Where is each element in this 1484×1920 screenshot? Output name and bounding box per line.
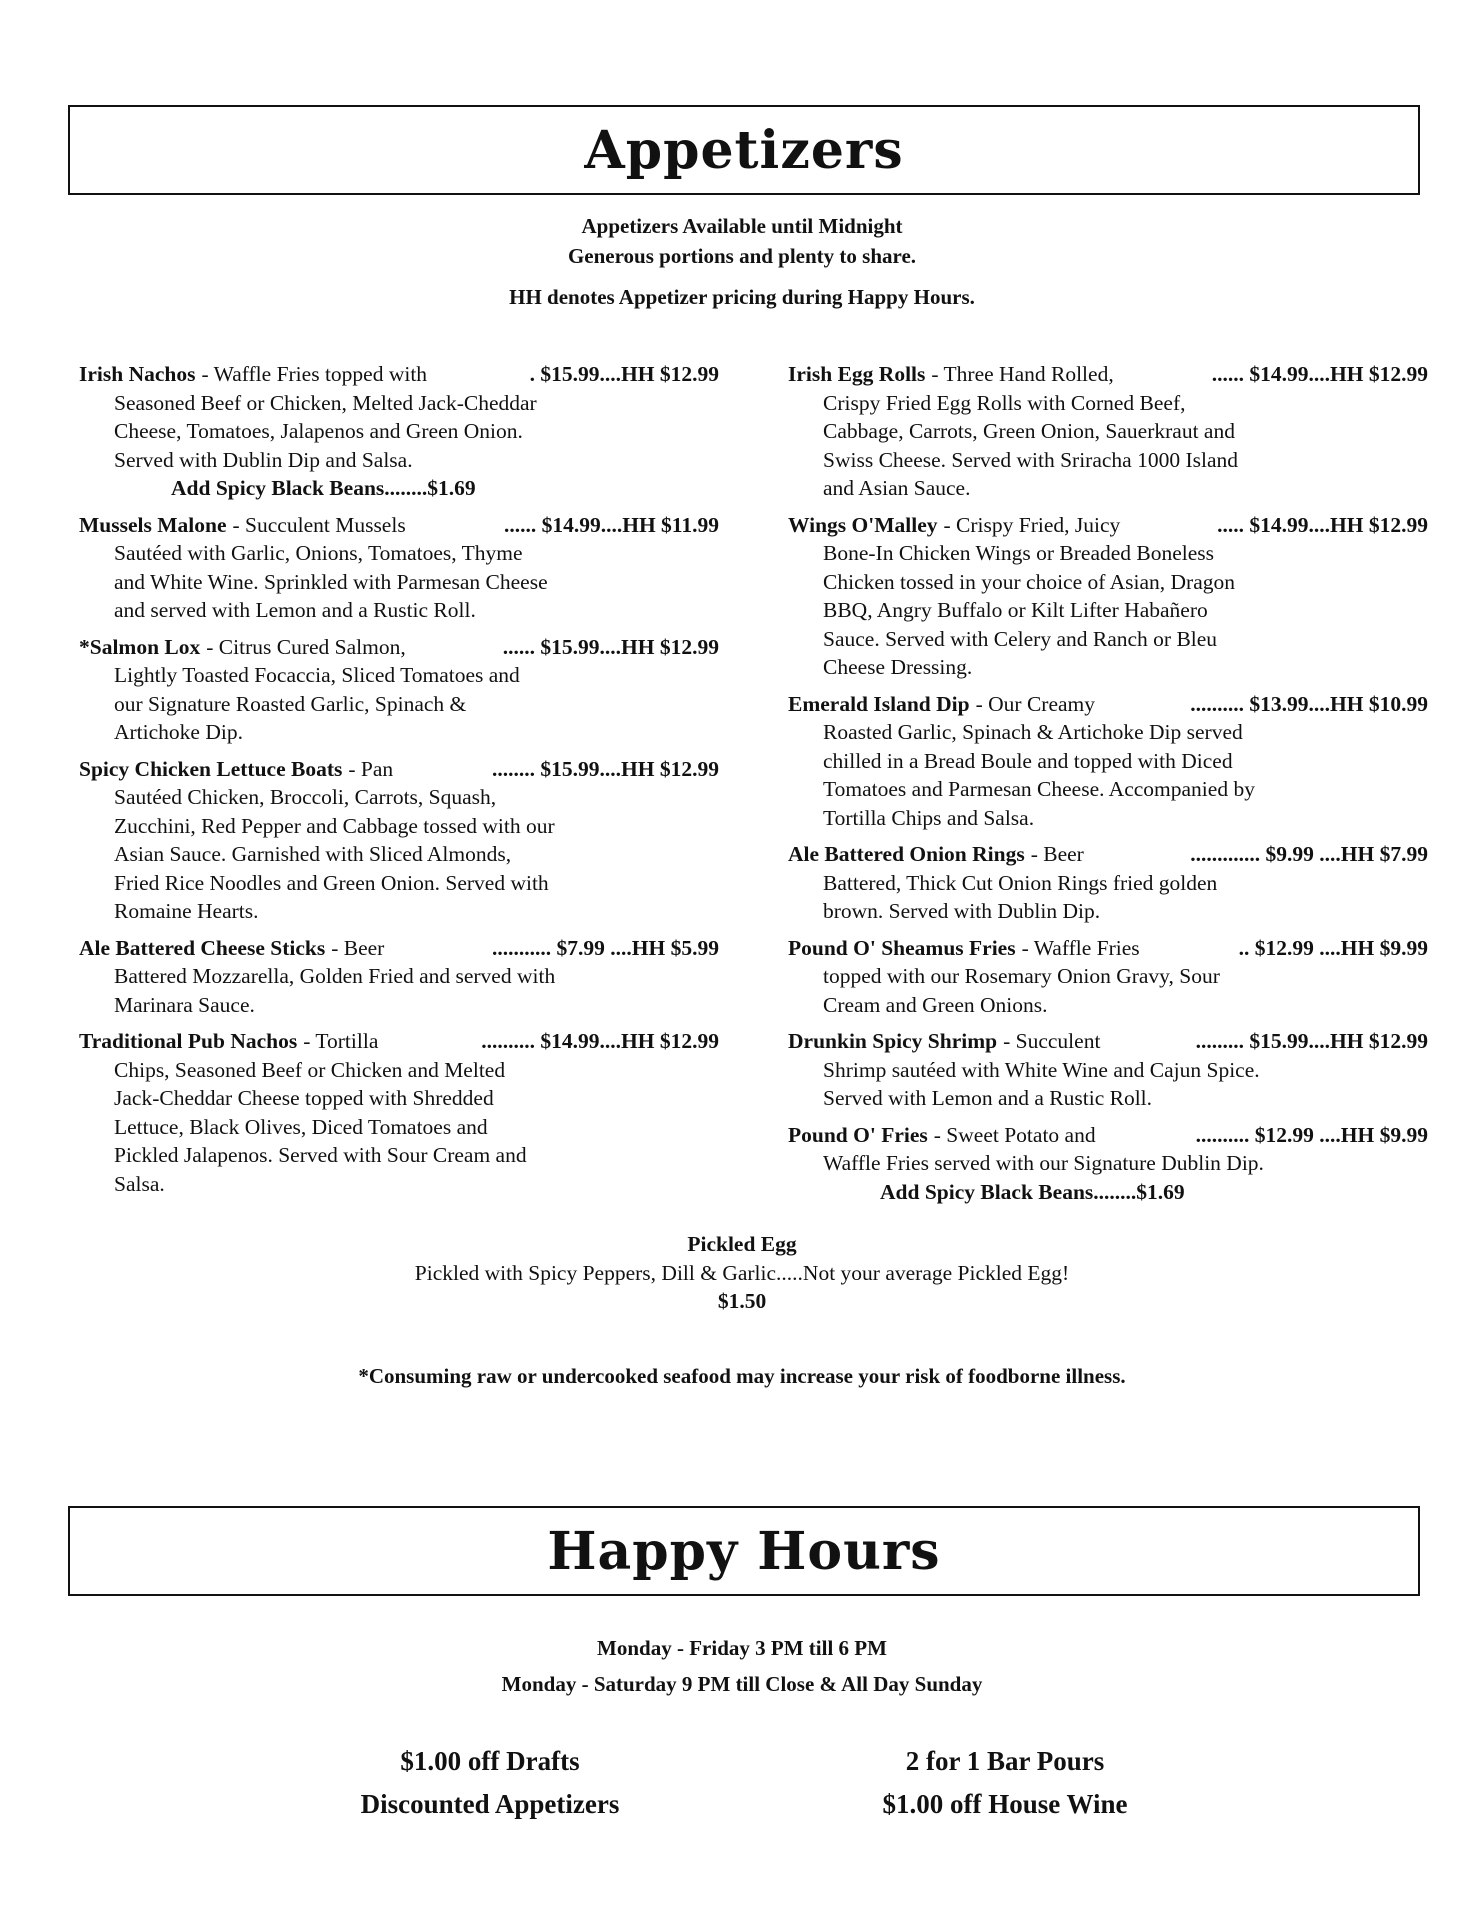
happy-hours-time-2: Monday - Saturday 9 PM till Close & All Day Sunday bbox=[501, 1672, 983, 1696]
pickled-egg bbox=[0, 1230, 1484, 1316]
menu-column-right bbox=[788, 360, 1428, 1214]
desc-line: topped with our Rosemary Onion Gravy, Sour bbox=[823, 964, 1220, 988]
menu-item bbox=[79, 511, 719, 625]
desc-line: Asian Sauce. Garnished with Sliced Almonds, bbox=[114, 842, 512, 866]
desc-line: Battered Mozzarella, Golden Fried and served with bbox=[114, 964, 556, 988]
item-description bbox=[79, 962, 719, 1019]
desc-line: Cream and Green Onions. bbox=[823, 992, 1048, 1017]
item-lead: - Crispy Fried, Juicy bbox=[943, 512, 1121, 537]
item-lead: - Waffle Fries bbox=[1021, 935, 1140, 960]
item-addon: Add Spicy Black Beans........$1.69 bbox=[880, 1179, 1185, 1204]
desc-line: Sautéed with Garlic, Onions, Tomatoes, Thyme bbox=[114, 541, 523, 565]
desc-line: and White Wine. Sprinkled with Parmesan Cheese bbox=[114, 569, 548, 594]
appetizers-title-box bbox=[68, 105, 1420, 195]
item-name: Irish Egg Rolls bbox=[788, 362, 926, 386]
desc-line: Chips, Seasoned Beef or Chicken and Melted bbox=[114, 1057, 506, 1082]
item-price: ........... $7.99 ....HH $5.99 bbox=[492, 935, 719, 960]
item-lead: - Succulent Mussels bbox=[232, 512, 406, 537]
item-price: . $15.99....HH $12.99 bbox=[529, 362, 719, 386]
item-name: Drunkin Spicy Shrimp bbox=[788, 1029, 998, 1053]
desc-line: Crispy Fried Egg Rolls with Corned Beef, bbox=[823, 390, 1186, 415]
menu-item bbox=[79, 633, 719, 747]
happy-hours-deals-right bbox=[755, 1740, 1255, 1826]
desc-line: Pickled Jalapenos. Served with Sour Cream and bbox=[114, 1143, 527, 1167]
pickled-egg-price: $1.50 bbox=[717, 1289, 767, 1313]
desc-line: chilled in a Bread Boule and topped with Diced bbox=[823, 748, 1233, 773]
item-lead: - Citrus Cured Salmon, bbox=[206, 634, 406, 659]
desc-line: Lightly Toasted Focaccia, Sliced Tomatoes and bbox=[114, 663, 520, 687]
desc-line: Cabbage, Carrots, Green Onion, Sauerkraut and bbox=[823, 419, 1235, 443]
item-lead: - Waffle Fries topped with bbox=[201, 362, 428, 386]
menu-item bbox=[788, 511, 1428, 682]
item-price: .. $12.99 ....HH $9.99 bbox=[1238, 935, 1428, 960]
item-addon: Add Spicy Black Beans........$1.69 bbox=[171, 476, 476, 500]
item-lead: - Tortilla bbox=[303, 1029, 379, 1053]
desc-line: Artichoke Dip. bbox=[114, 720, 243, 744]
desc-line: Chicken tossed in your choice of Asian, Dragon bbox=[823, 569, 1235, 594]
item-lead: - Three Hand Rolled, bbox=[931, 362, 1114, 386]
item-name: Ale Battered Onion Rings bbox=[788, 842, 1025, 866]
item-description bbox=[788, 1056, 1428, 1113]
desc-line: Served with Lemon and a Rustic Roll. bbox=[823, 1086, 1153, 1110]
happy-hours-title: Happy Hours bbox=[547, 1520, 941, 1582]
desc-line: Marinara Sauce. bbox=[114, 992, 255, 1017]
desc-line: and Asian Sauce. bbox=[823, 476, 971, 500]
item-price: .......... $13.99....HH $10.99 bbox=[1190, 691, 1428, 716]
menu-item bbox=[788, 1027, 1428, 1113]
item-description bbox=[79, 661, 719, 747]
desc-line: Waffle Fries served with our Signature Dublin Dip. bbox=[823, 1151, 1264, 1175]
appetizers-title: Appetizers bbox=[584, 119, 904, 181]
desc-line: Bone-In Chicken Wings or Breaded Boneless bbox=[823, 541, 1215, 565]
desc-line: BBQ, Angry Buffalo or Kilt Lifter Habañero bbox=[823, 598, 1208, 622]
desc-line: Cheese Dressing. bbox=[823, 655, 973, 679]
menu-item bbox=[788, 840, 1428, 926]
item-name: Pound O' Sheamus Fries bbox=[788, 935, 1016, 960]
deal-item: $1.00 off House Wine bbox=[882, 1789, 1128, 1819]
item-name: Irish Nachos bbox=[79, 362, 196, 386]
menu-item bbox=[79, 755, 719, 926]
item-price: .......... $14.99....HH $12.99 bbox=[481, 1029, 719, 1053]
menu-item bbox=[79, 1027, 719, 1198]
intro-line-1: Appetizers Available until Midnight bbox=[581, 214, 903, 238]
pickled-egg-name: Pickled Egg bbox=[687, 1232, 797, 1256]
menu-item bbox=[79, 934, 719, 1020]
item-price: ...... $14.99....HH $11.99 bbox=[503, 512, 719, 537]
item-lead: - Pan bbox=[348, 756, 394, 781]
menu-column-left bbox=[79, 360, 719, 1206]
item-description bbox=[788, 1149, 1428, 1178]
item-name: Emerald Island Dip bbox=[788, 691, 970, 716]
item-description bbox=[788, 539, 1428, 682]
item-name: Mussels Malone bbox=[79, 512, 227, 537]
item-price: ..... $14.99....HH $12.99 bbox=[1217, 512, 1428, 537]
desc-line: Fried Rice Noodles and Green Onion. Served with bbox=[114, 870, 549, 895]
desc-line: Served with Dublin Dip and Salsa. bbox=[114, 447, 413, 472]
desc-line: Romaine Hearts. bbox=[114, 899, 259, 923]
desc-line: brown. Served with Dublin Dip. bbox=[823, 899, 1101, 923]
item-description bbox=[788, 869, 1428, 926]
item-description bbox=[79, 389, 719, 475]
desc-line: Shrimp sautéed with White Wine and Cajun Spice. bbox=[823, 1057, 1260, 1082]
pickled-egg-description: Pickled with Spicy Peppers, Dill & Garlic.....Not your average Pickled Egg! bbox=[414, 1260, 1070, 1285]
desc-line: Tomatoes and Parmesan Cheese. Accompanied by bbox=[823, 777, 1255, 801]
desc-line: Roasted Garlic, Spinach & Artichoke Dip served bbox=[823, 720, 1243, 744]
happy-hours-title-box bbox=[68, 1506, 1420, 1596]
item-price: .......... $12.99 ....HH $9.99 bbox=[1195, 1122, 1428, 1147]
item-lead: - Beer bbox=[1030, 842, 1084, 866]
item-price: ...... $14.99....HH $12.99 bbox=[1211, 362, 1428, 386]
item-price: ...... $15.99....HH $12.99 bbox=[502, 634, 719, 659]
desc-line: Lettuce, Black Olives, Diced Tomatoes and bbox=[114, 1114, 488, 1139]
item-description bbox=[79, 539, 719, 625]
intro-line-2: Generous portions and plenty to share. bbox=[567, 244, 917, 268]
seafood-notice: *Consuming raw or undercooked seafood may increase your risk of foodborne illness. bbox=[358, 1364, 1126, 1388]
item-price: ............. $9.99 ....HH $7.99 bbox=[1190, 842, 1428, 866]
desc-line: Salsa. bbox=[114, 1171, 165, 1196]
item-name: Ale Battered Cheese Sticks bbox=[79, 935, 326, 960]
deal-item: $1.00 off Drafts bbox=[400, 1746, 580, 1776]
item-lead: - Sweet Potato and bbox=[933, 1122, 1096, 1147]
menu-item bbox=[788, 360, 1428, 503]
desc-line: Zucchini, Red Pepper and Cabbage tossed with our bbox=[114, 813, 555, 838]
item-description bbox=[79, 1056, 719, 1199]
item-description bbox=[788, 962, 1428, 1019]
desc-line: Cheese, Tomatoes, Jalapenos and Green Onion. bbox=[114, 419, 523, 443]
happy-hours-time-1: Monday - Friday 3 PM till 6 PM bbox=[597, 1636, 887, 1660]
desc-line: Battered, Thick Cut Onion Rings fried golden bbox=[823, 870, 1218, 895]
desc-line: Sauce. Served with Celery and Ranch or Bleu bbox=[823, 626, 1218, 651]
menu-item bbox=[788, 690, 1428, 833]
desc-line: Sautéed Chicken, Broccoli, Carrots, Squash, bbox=[114, 785, 497, 809]
desc-line: and served with Lemon and a Rustic Roll. bbox=[114, 598, 476, 622]
item-lead: - Succulent bbox=[1003, 1029, 1101, 1053]
item-description bbox=[79, 783, 719, 926]
item-description bbox=[788, 718, 1428, 832]
item-name: Pound O' Fries bbox=[788, 1122, 928, 1147]
menu-item bbox=[788, 1121, 1428, 1207]
menu-item bbox=[788, 934, 1428, 1020]
deal-item: Discounted Appetizers bbox=[360, 1789, 620, 1819]
desc-line: Swiss Cheese. Served with Sriracha 1000 Island bbox=[823, 447, 1238, 472]
desc-line: Jack-Cheddar Cheese topped with Shredded bbox=[114, 1086, 494, 1110]
menu-item bbox=[79, 360, 719, 503]
item-name: Spicy Chicken Lettuce Boats bbox=[79, 756, 343, 781]
desc-line: our Signature Roasted Garlic, Spinach & bbox=[114, 691, 467, 716]
item-price: ......... $15.99....HH $12.99 bbox=[1195, 1029, 1428, 1053]
intro-line-3: HH denotes Appetizer pricing during Happy Hours. bbox=[509, 285, 975, 309]
deal-item: 2 for 1 Bar Pours bbox=[905, 1746, 1105, 1776]
item-name: Traditional Pub Nachos bbox=[79, 1029, 298, 1053]
item-price: ........ $15.99....HH $12.99 bbox=[492, 756, 719, 781]
item-lead: - Beer bbox=[331, 935, 385, 960]
desc-line: Tortilla Chips and Salsa. bbox=[823, 805, 1035, 830]
item-description bbox=[788, 389, 1428, 503]
item-name: *Salmon Lox bbox=[79, 634, 201, 659]
happy-hours-deals-left bbox=[240, 1740, 740, 1826]
item-lead: - Our Creamy bbox=[975, 691, 1096, 716]
item-name: Wings O'Malley bbox=[788, 512, 938, 537]
desc-line: Seasoned Beef or Chicken, Melted Jack-Cheddar bbox=[114, 390, 537, 415]
